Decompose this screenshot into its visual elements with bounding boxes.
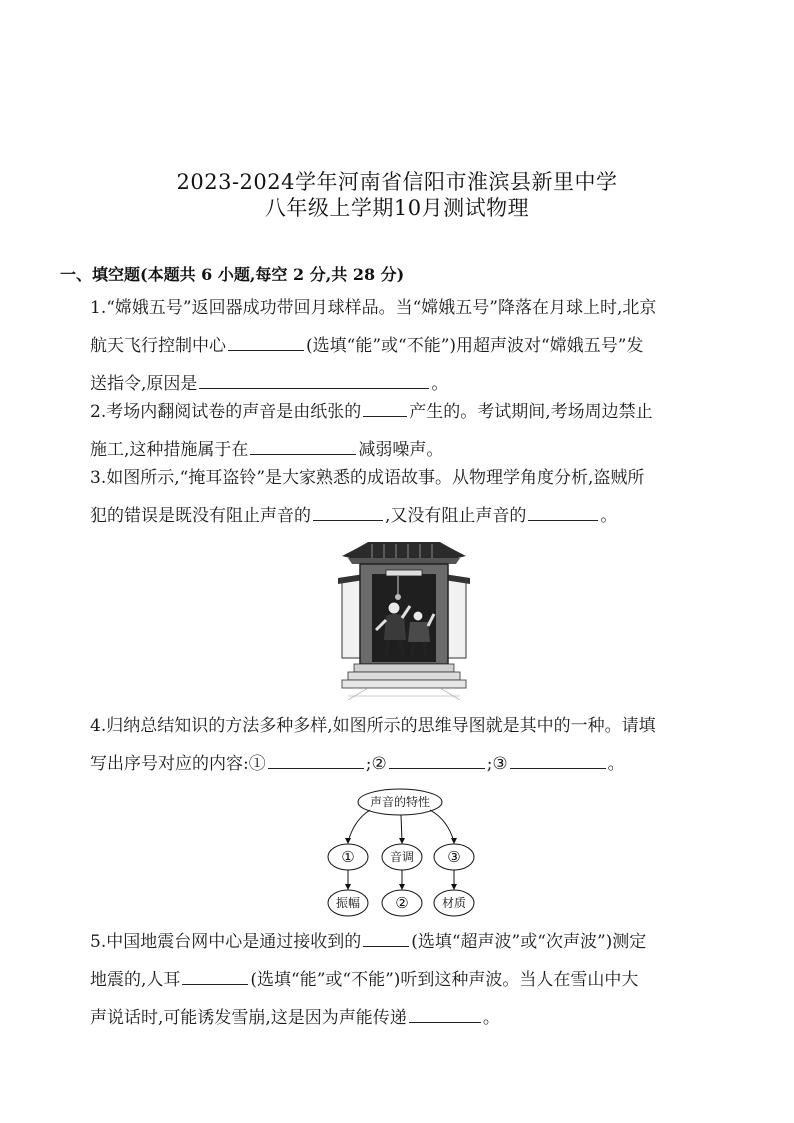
q1-line2 [90,326,755,364]
q5-blank-2[interactable] [182,960,248,985]
right-wall [446,578,466,658]
mindmap-leaf-1-label: 振幅 [335,896,361,910]
q5-text-c: 地震的,人耳 [90,970,181,990]
q4-line2 [90,744,755,782]
q4-text-e: 。 [607,754,625,774]
question-4 [90,708,755,782]
q5-text-f: 。 [482,1008,500,1028]
q3-blank-1[interactable] [313,496,383,521]
mindmap-node-1-label: ① [341,848,355,866]
question-5 [90,922,755,1036]
q5-line2 [90,960,755,998]
mindmap-node-3-label: ③ [447,848,461,866]
q1-text-a: 1.“嫦娥五号”返回器成功带回月球样品。当“嫦娥五号”降落在月球上时,北京 [90,298,657,318]
q3-text-b: 犯的错误是既没有阻止声音的 [90,506,311,526]
question-2 [90,392,755,468]
q2-blank-1[interactable] [363,392,407,417]
q1-text-d: 送指令,原因是 [90,374,198,394]
q2-text-d: 减弱噪声。 [358,440,444,460]
q2-text-c: 施工,这种措施属于在 [90,440,249,460]
step-lines [348,688,460,700]
q1-text-e: 。 [431,374,449,394]
mindmap-edge-1 [348,810,370,842]
roof-eave [348,558,460,564]
q2-blank-2[interactable] [250,430,356,455]
q4-text-a: 4.归纳总结知识的方法多种多样,如图所示的思维导图就是其中的一种。请填 [90,716,656,736]
q4-line1 [90,708,755,744]
mindmap-leaf-3-label: 材质 [441,896,467,910]
q5-text-e: 声说话时,可能诱发雪崩,这是因为声能传递 [90,1008,407,1028]
q5-line3 [90,998,755,1036]
q1-blank-1[interactable] [228,326,304,351]
mindmap-root-label: 声音的特性 [369,795,431,809]
question-3 [90,460,755,534]
q2-text-a: 2.考场内翻阅试卷的声音是由纸张的 [90,402,362,422]
page-title-line1: 2023-2024学年河南省信阳市淮滨县新里中学 [176,170,618,194]
mindmap-diagram [320,786,480,920]
q1-text-b: 航天飞行控制中心 [90,336,226,356]
q5-text-b: (选填“超声波”或“次声波”)测定 [411,932,647,952]
q4-text-b: 写出序号对应的内容:① [90,754,266,774]
illustration-gate-thief [338,534,470,700]
q4-blank-1[interactable] [268,744,364,769]
q3-text-d: 。 [600,506,618,526]
page-title-line2: 八年级上学期10月测试物理 [264,196,530,220]
gate-plaque [386,570,422,576]
roof-shape [342,542,466,558]
q5-line1 [90,922,755,960]
step-1 [354,664,454,672]
q5-blank-1[interactable] [363,922,409,947]
mindmap-arrowheads [345,838,457,890]
q4-blank-3[interactable] [510,744,606,769]
step-3 [342,680,466,688]
mindmap-leaf-2-label: ② [395,894,409,912]
q1-blank-2[interactable] [199,364,429,389]
bell-icon [395,594,401,600]
q3-line1 [90,460,755,496]
q4-text-d: ;③ [486,754,508,774]
mindmap-node-2-label: 音调 [389,850,415,864]
q1-text-c: (选填“能”或“不能”)用超声波对“嫦娥五号”发 [306,336,644,356]
q1-line1 [90,290,755,326]
q3-line2 [90,496,755,534]
q5-text-a: 5.中国地震台网中心是通过接收到的 [90,932,362,952]
q5-blank-3[interactable] [409,998,481,1023]
q4-blank-2[interactable] [389,744,485,769]
step-2 [348,672,460,680]
q5-text-d: (选填“能”或“不能”)听到这种声波。当人在雪山中大 [250,970,639,990]
q3-text-c: ,又没有阻止声音的 [385,506,527,526]
q3-blank-2[interactable] [528,496,598,521]
mindmap-edge-3 [430,810,454,842]
left-wall [342,578,362,658]
q4-text-c: ;② [365,754,387,774]
q2-text-b: 产生的。考试期间,考场周边禁止 [409,402,653,422]
q3-text-a: 3.如图所示,“掩耳盗铃”是大家熟悉的成语故事。从物理学角度分析,盗贼所 [90,468,645,488]
mindmap-edge-2 [401,815,402,842]
section-heading: 一、填空题(本题共 6 小题,每空 2 分,共 28 分) [60,265,405,284]
q2-line1 [90,392,755,430]
question-1 [90,290,755,402]
